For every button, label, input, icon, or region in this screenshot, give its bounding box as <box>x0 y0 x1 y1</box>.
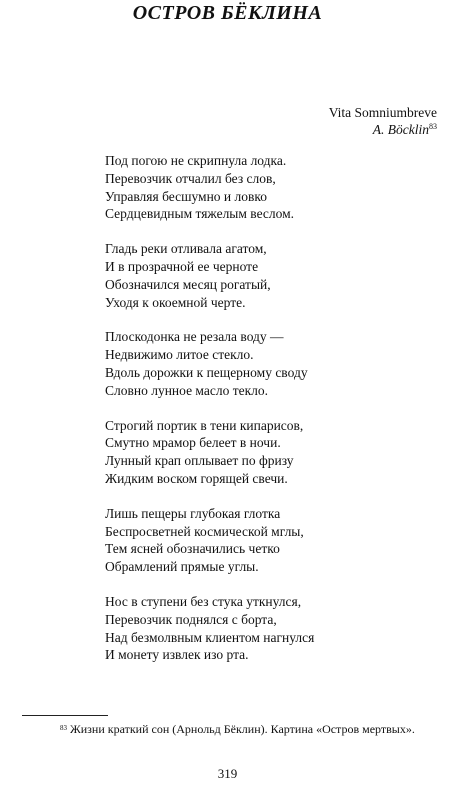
poem-line: Плоскодонка не резала воду — <box>105 329 284 345</box>
stanza <box>105 328 314 399</box>
footnote-text: Жизни краткий сон (Арнольд Бёклин). Картина «Остров мертвых». <box>70 722 415 736</box>
epigraph <box>329 104 437 138</box>
stanza <box>105 152 314 223</box>
poem-line: Гладь реки отливала агатом, <box>105 241 267 257</box>
poem-line: Смутно мрамор белеет в ночи. <box>105 435 281 451</box>
poem-line: Под погою не скрипнула лодка. <box>105 153 287 168</box>
poem-line: Строгий портик в тени кипарисов, <box>105 417 304 433</box>
footnote-ref: 83 <box>429 122 437 131</box>
poem-line: Перевозчик поднялся с борта, <box>105 611 277 627</box>
stanza <box>105 417 314 488</box>
poem-line: Управляя бесшумно и ловко <box>105 188 268 204</box>
epigraph-author-line <box>329 121 437 138</box>
poem-line: Тем ясней обозначились четко <box>105 541 280 557</box>
poem-line: Жидким воском горящей свечи. <box>105 470 288 486</box>
poem-line: Перевозчик отчалил без слов, <box>105 170 276 186</box>
poem-line: И в прозрачной ее черноте <box>105 258 259 274</box>
stanza <box>105 240 314 311</box>
poem-line: Лунный крап оплывает по фризу <box>105 453 294 469</box>
poem-line: Над безмолвным клиентом нагнулся <box>105 629 315 645</box>
poem <box>105 152 314 681</box>
poem-line: Обозначился месяц рогатый, <box>105 276 271 292</box>
poem-line: Нос в ступени без стука уткнулся, <box>105 593 302 609</box>
poem-line: И монету извлек изо рта. <box>105 647 249 663</box>
poem-line: Лишь пещеры глубокая глотка <box>105 505 281 521</box>
footnote-number: 83 <box>60 724 67 732</box>
poem-line: Обрамлений прямые углы. <box>105 559 259 575</box>
stanza <box>105 593 314 664</box>
epigraph-author: A. Böcklin <box>372 122 429 137</box>
poem-line: Беспросветней космической мглы, <box>105 523 304 539</box>
poem-line: Уходя к окоемной черте. <box>105 294 246 310</box>
stanza <box>105 505 314 576</box>
poem-line: Недвижимо литое стекло. <box>105 347 254 363</box>
page-title: ОСТРОВ БЁКЛИНА <box>132 2 323 24</box>
poem-line: Сердцевидным тяжелым веслом. <box>105 206 295 222</box>
footnote-divider <box>22 715 108 716</box>
poem-line: Словно лунное масло текло. <box>105 382 269 398</box>
page-number: 319 <box>217 766 238 781</box>
poem-line: Вдоль дорожки к пещерному своду <box>105 364 308 380</box>
epigraph-text: Vita Somniumbreve <box>328 105 437 120</box>
footnote <box>22 722 436 737</box>
